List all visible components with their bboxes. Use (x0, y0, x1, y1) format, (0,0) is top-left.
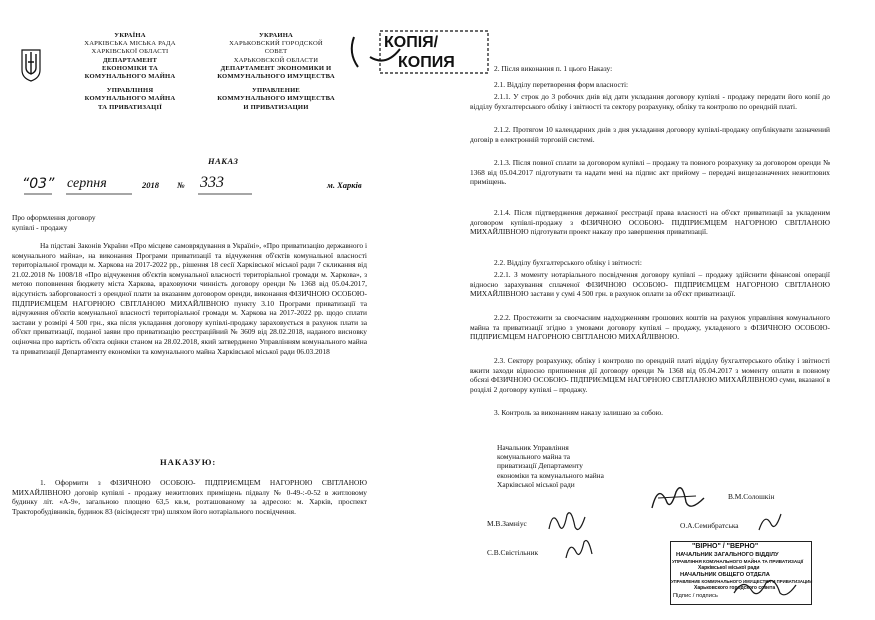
document-kind: НАКАЗ (208, 156, 239, 166)
header-ua-line: УКРАЇНА (114, 32, 146, 39)
approved-stamp-line: НАЧАЛЬНИК ЗАГАЛЬНОГО ВІДДІЛУ (676, 552, 779, 558)
paragraph-2-1-4: 2.1.4. Після підтвердження державної реєстрації права власності на об'єкт приватизації за укладеним договором купівлі-продажу з ФІЗИЧНОЮ ОСОБОЮ- ПІДПРИЄМЦЕМ НАГОРНОЮ СВІТЛАНОЮ МИХАЙЛІВНОЮ підготувати проект наказу про завершення приватизації. (470, 208, 830, 237)
order-number-label: № (177, 180, 185, 190)
approver-3-name: С.В.Свістільник (487, 548, 539, 557)
preamble: На підставі Законів України «Про місцеве самоврядування в Україні», «Про приватизацію державного і комунального майна», на виконання Програми приватизації та відчуження об'єктів комунальної власності територіальної громади м. Харкова на 2017-2022 рр., рішення 18 сесії Харківської міської ради 7 скликання від 21.02.2018 № 1008/18 «Про відчуження об'єктів комунальної власності територіальної громади м. Харкова», з метою поповнення бюджету міста Харкова, враховуючи чинність договору оренди № 1368 від 05.04.2017, відсутність заборгованості з орендної плати за вказаним договором оренди, виконання ФІЗИЧНОЮ ОСОБОЮ- ПІДПРИЄМЦЕМ НАГОРНОЮ СВІТЛАНОЮ МИХАЙЛІВНОЮ пункту 3.10 Програми приватизації та відчуження об'єктів комунальної власності територіальної громади м. Харкова на 2017-2022 рр. щодо сплати застави у розмірі 4 500 грн., яка після укладання договору купівлі-продажу зараховується в рахунок плати за об'єкт приватизації, поданої заяви про приватизацію реєстраційний № 3609 від 28.02.2018, наданого висновку оціночна про вартість об'єкта оцінки станом на 28.02.2018, який затверджено Управлінням комунального майна та приватизації Департаменту економіки та комунального майна Харківської міської ради 06.03.2018 (12, 241, 367, 356)
signatory-title (497, 443, 604, 489)
subject-line: купівлі - продажу (12, 222, 68, 232)
header-ua-line: ХАРКІВСЬКОЇ ОБЛАСТІ (91, 48, 169, 56)
approved-stamp-line: "ВІРНО" / "ВЕРНО" (692, 543, 759, 550)
order-number: 333 (200, 174, 224, 191)
header-ua-line: ДЕПАРТАМЕНТ (102, 56, 158, 64)
approved-stamp-line: УПРАВЛЕНИЕ КОММУНАЛЬНОГО ИМУЩЕСТВА И ПРИВАТИЗАЦИИ (671, 579, 813, 584)
subject (12, 213, 96, 232)
signatory-title-line: економіки та комунального майна (497, 470, 604, 480)
approved-stamp-line: УПРАВЛІННЯ КОМУНАЛЬНОГО МАЙНА ТА ПРИВАТИЗАЦІЇ (672, 559, 804, 564)
paragraph-2-2: 2.2. Відділу бухгалтерського обліку і звітності: (494, 258, 642, 267)
header-ua-line: КОМУНАЛЬНОГО МАЙНА (84, 95, 176, 103)
date-month: серпня (67, 176, 107, 191)
paragraph-2-3: 2.3. Сектору розрахунку, обліку і контролю по орендній платі відділу бухгалтерського обліку і звітності вжити заходи відносно припинення дії договору оренди № 1368 від 05.04.2017 з моменту оплати в повному обсязі ФІЗИЧНОЮ ОСОБОЮ- ПІДПРИЄМЦЕМ НАГОРНОЮ СВІТЛАНОЮ МИХАЙЛІВНОЮ суми, вказаної в розділі 2 договору купівлі – продажу. (470, 356, 830, 394)
header-ru-line: УКРАИНА (259, 32, 293, 39)
paragraph-2-2-2: 2.2.2. Простежити за своєчасним надходженням грошових коштів на рахунок управління комунального майна та приватизації згідно з умовами договору купівлі – продажу, укладеного з ФІЗИЧНОЮ ОСОБОЮ- ПІДПРИЄМЦЕМ НАГОРНОЮ СВІТЛАНОЮ МИХАЙЛІВНОЮ. (470, 313, 830, 342)
subject-line: Про оформлення договору (12, 213, 96, 222)
header-ru-line: УПРАВЛЕНИЕ (251, 87, 301, 95)
approved-stamp-line: Підпис / подпись (673, 593, 718, 599)
header-ua-line: ЕКОНОМІКИ ТА (102, 64, 158, 72)
signatory-title-line: приватизації Департаменту (497, 461, 583, 471)
paragraph-2: 2. Після виконання п. 1 цього Наказу: (494, 64, 613, 73)
approved-stamp-line: Харківської міської ради (698, 565, 760, 571)
approver-2-signature (755, 508, 785, 536)
header-ru-line: СОВЕТ (264, 48, 288, 56)
copy-stamp (340, 27, 490, 75)
head-name: В.М.Солошкін (728, 492, 775, 501)
paragraph-2-1-2: 2.1.2. Протягом 10 календарних днів з дня укладання договору купівлі-продажу опублікувати зазначений договір в електронній торговій системі. (470, 125, 830, 144)
approver-2-name: О.А.Семибратська (680, 521, 739, 530)
trident-emblem-icon (20, 48, 42, 82)
signatory-title-line: комунального майна та (497, 452, 571, 462)
head-signature (648, 478, 708, 518)
signatory-title-line: Харківської міської ради (497, 479, 575, 489)
header-ua (60, 32, 200, 112)
header-ru-line: И ПРИВАТИЗАЦИИ (243, 103, 309, 111)
paragraph-2-1-3: 2.1.3. Після повної сплати за договором купівлі – продажу та повного розрахунку за договором оренди № 1368 від 05.04.2017 підготувати та надати мені на підпис акт прийому – передачі вищезазначених нежитлових приміщень. (470, 158, 830, 187)
paragraph-2-2-1: 2.2.1. З моменту нотаріального посвідчення договору купівлі – продажу здійснити фінансові операції відносно зарахування сплаченої ФІЗИЧНОЮ ОСОБОЮ- ПІДПРИЄМЦЕМ НАГОРНОЮ СВІТЛАНОЮ МИХАЙЛІВНОЮ застави у сумі 4 500 грн. в рахунок оплати за об'єкт приватизації. (470, 270, 830, 299)
approved-stamp-signature (730, 575, 800, 601)
header-ru-line: КОММУНАЛЬНОГО ИМУЩЕСТВА (217, 95, 335, 103)
header-ru-line: ХАРЬКОВСКИЙ ГОРОДСКОЙ (229, 40, 323, 48)
date-day: “03” (22, 176, 55, 192)
copy-stamp-line1: КОПІЯ/ (384, 34, 439, 51)
paragraph-2-1: 2.1. Відділу перетворення форм власності: (494, 80, 629, 89)
paragraph-1: 1. Оформити з ФІЗИЧНОЮ ОСОБОЮ- ПІДПРИЄМЦЕМ НАГОРНОЮ СВІТЛАНОЮ МИХАЙЛІВНОЮ договір купівлі - продажу нежитлових приміщень підвалу № 0-49-:-0-52 в житловому будинку літ. «А-9», загальною площею 63,5 кв.м, розташованому за адресою: м. Харків, проспект Тракторобудівників, будинок 83 (вісімдесят три) шляхом його нотаріального посвідчення. (12, 478, 367, 516)
date-underline (22, 192, 282, 198)
copy-stamp-line2: КОПИЯ (398, 54, 455, 71)
header-ru-line: ХАРЬКОВСКОЙ ОБЛАСТИ (233, 56, 319, 64)
approver-3-signature (562, 534, 596, 564)
city: м. Харків (327, 180, 362, 190)
approved-stamp (670, 541, 813, 603)
header-ru (202, 32, 350, 112)
header-ua-line: ХАРКІВСЬКА МІСЬКА РАДА (84, 40, 176, 48)
order-title: НАКАЗУЮ: (160, 457, 217, 467)
header-ua-line: КОМУНАЛЬНОГО МАЙНА (84, 73, 176, 81)
approver-1-name: М.В.Замніус (487, 519, 527, 528)
header-ru-line: ДЕПАРТАМЕНТ ЭКОНОМИКИ И (220, 64, 332, 72)
approved-stamp-line: Харьковского городского совета (694, 585, 776, 591)
date-year: 2018 (142, 180, 159, 190)
signatory-title-line: Начальник Управління (497, 443, 569, 452)
header-ua-line: ТА ПРИВАТИЗАЦІЇ (98, 103, 162, 111)
paragraph-2-1-1: 2.1.1. У строк до 3 робочих днів від дати укладання договору купівлі - продажу передати його копії до відділу бухгалтерського обліку і звітності та сектору розрахунку, обліку та контролю по орендній платі. (470, 92, 830, 111)
date-row (22, 176, 372, 198)
header-ua-line: УПРАВЛІННЯ (106, 87, 154, 95)
paragraph-3: 3. Контроль за виконанням наказу залишаю за собою. (494, 408, 663, 417)
header-ru-line: КОММУНАЛЬНОГО ИМУЩЕСТВА (217, 73, 335, 81)
approved-stamp-line: НАЧАЛЬНИК ОБЩЕГО ОТДЕЛА (680, 572, 770, 578)
